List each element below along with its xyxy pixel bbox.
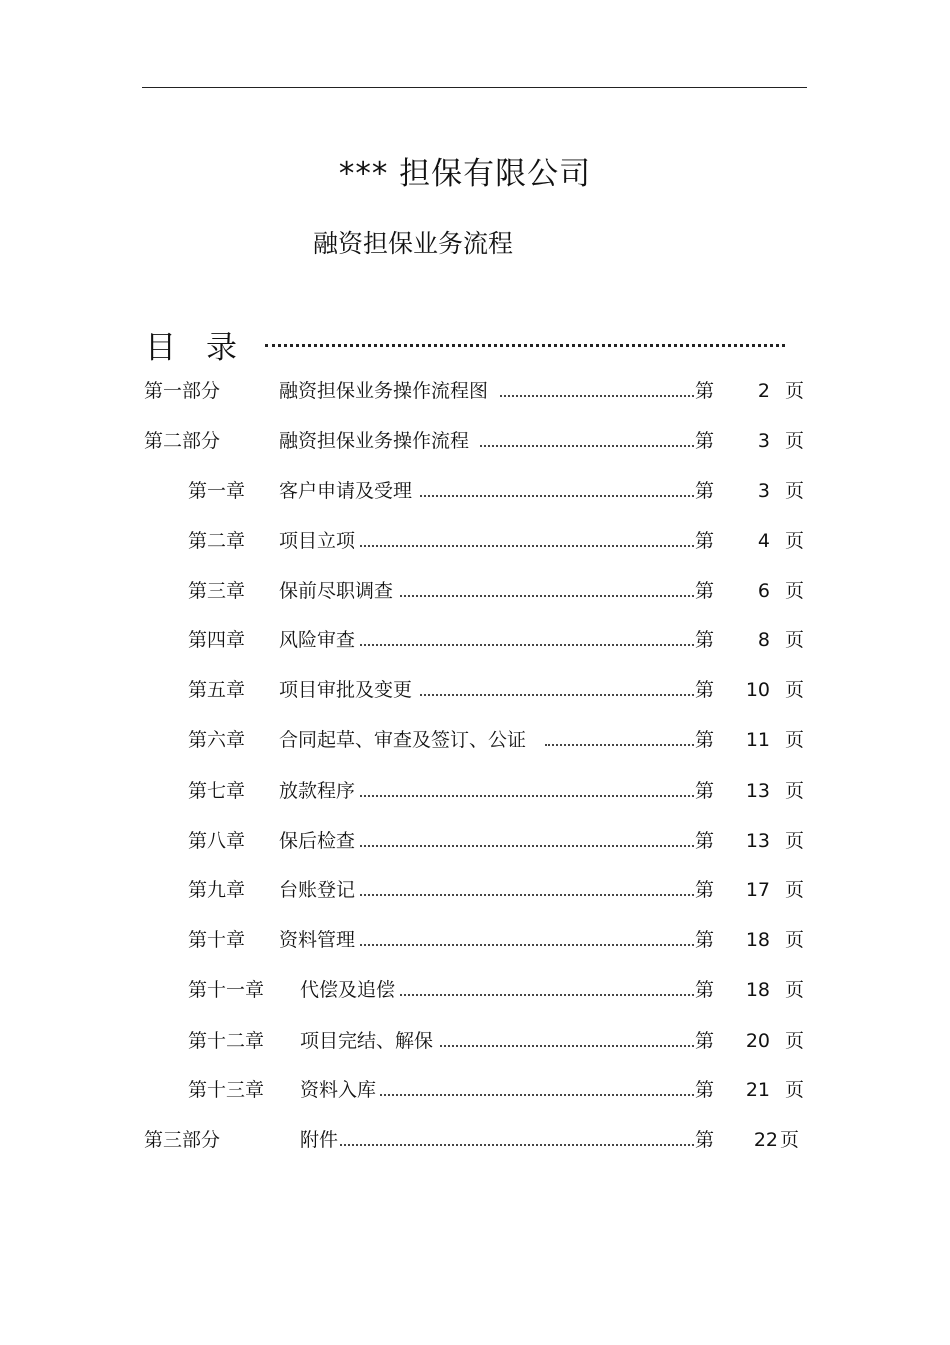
company-title: *** 担保有限公司 bbox=[338, 156, 592, 192]
toc-entry-page: 18 bbox=[745, 929, 770, 951]
toc-entry-di: 第 bbox=[695, 679, 715, 701]
toc-entry-title: 项目立项 bbox=[279, 526, 357, 556]
toc-entry[interactable] bbox=[0, 925, 950, 955]
toc-entry[interactable] bbox=[0, 975, 950, 1005]
toc-entry-label: 第七章 bbox=[188, 780, 246, 802]
toc-entry[interactable] bbox=[0, 1125, 950, 1155]
toc-entry-leader bbox=[360, 944, 694, 946]
toc-entry-ye: 页 bbox=[785, 629, 805, 651]
toc-entry-di: 第 bbox=[695, 1030, 715, 1052]
toc-entry-label: 第十三章 bbox=[188, 1079, 265, 1101]
toc-entry-di: 第 bbox=[695, 629, 715, 651]
toc-entry-di: 第 bbox=[695, 979, 715, 1001]
toc-entry-title: 资料入库 bbox=[300, 1075, 378, 1105]
toc-entry[interactable] bbox=[0, 526, 950, 556]
toc-entry[interactable] bbox=[0, 426, 950, 456]
toc-entry-label: 第九章 bbox=[188, 879, 246, 901]
toc-entry-ye: 页 bbox=[785, 1079, 805, 1101]
toc-entry[interactable] bbox=[0, 376, 950, 406]
toc-entry-leader bbox=[420, 495, 694, 497]
toc-entry-title: 项目完结、解保 bbox=[300, 1026, 435, 1056]
toc-entry-page: 3 bbox=[757, 480, 770, 502]
toc-entry-label: 第二部分 bbox=[144, 430, 221, 452]
toc-entry-label: 第一章 bbox=[188, 480, 246, 502]
toc-entry-title: 保后检查 bbox=[279, 826, 357, 856]
toc-entry[interactable] bbox=[0, 826, 950, 856]
toc-entry-ye: 页 bbox=[785, 430, 805, 452]
document-subtitle: 融资担保业务流程 bbox=[313, 229, 514, 258]
toc-entry-page: 13 bbox=[745, 780, 770, 802]
toc-entry-ye: 页 bbox=[785, 979, 805, 1001]
toc-entry-page: 3 bbox=[757, 430, 770, 452]
toc-entry-page: 17 bbox=[745, 879, 770, 901]
toc-entry-leader bbox=[420, 694, 694, 696]
toc-entry-title: 代偿及追偿 bbox=[300, 975, 397, 1005]
toc-entry-di: 第 bbox=[695, 430, 715, 452]
toc-entry-leader bbox=[340, 1144, 694, 1146]
toc-heading bbox=[145, 322, 785, 366]
toc-entry-label: 第六章 bbox=[188, 729, 246, 751]
toc-entry-di: 第 bbox=[695, 830, 715, 852]
toc-entry-di: 第 bbox=[695, 580, 715, 602]
toc-entry-leader bbox=[360, 894, 694, 896]
toc-entry-page: 22 bbox=[753, 1129, 778, 1151]
toc-entry-title: 融资担保业务操作流程 bbox=[279, 426, 471, 456]
toc-entry-di: 第 bbox=[695, 879, 715, 901]
toc-entry[interactable] bbox=[0, 625, 950, 655]
toc-entry-leader bbox=[545, 744, 694, 746]
toc-heading-text: 目录 bbox=[145, 330, 267, 366]
toc-entry-title: 附件 bbox=[300, 1125, 340, 1155]
toc-entry-page: 6 bbox=[757, 580, 770, 602]
toc-entry-label: 第一部分 bbox=[144, 380, 221, 402]
toc-entry-title: 风险审查 bbox=[279, 625, 357, 655]
toc-heading-leader bbox=[265, 344, 785, 347]
toc-entry-title: 放款程序 bbox=[279, 776, 357, 806]
toc-entry-ye: 页 bbox=[785, 530, 805, 552]
toc-entry-title: 客户申请及受理 bbox=[279, 476, 414, 506]
toc-entry-title: 合同起草、审查及签订、公证 bbox=[279, 725, 528, 755]
toc-entry[interactable] bbox=[0, 725, 950, 755]
toc-entry-ye: 页 bbox=[785, 480, 805, 502]
toc-entry[interactable] bbox=[0, 576, 950, 606]
header-rule bbox=[142, 87, 807, 88]
toc-entry-leader bbox=[480, 445, 694, 447]
toc-entry-di: 第 bbox=[695, 1129, 715, 1151]
toc-entry-label: 第十二章 bbox=[188, 1030, 265, 1052]
toc-entry-leader bbox=[360, 795, 694, 797]
toc-entry[interactable] bbox=[0, 1026, 950, 1056]
toc-entry-label: 第五章 bbox=[188, 679, 246, 701]
toc-entry-page: 18 bbox=[745, 979, 770, 1001]
toc-entry-page: 13 bbox=[745, 830, 770, 852]
toc-entry-title: 资料管理 bbox=[279, 925, 357, 955]
toc-entry-page: 8 bbox=[757, 629, 770, 651]
toc-entry-leader bbox=[360, 644, 694, 646]
toc-entry-leader bbox=[380, 1094, 694, 1096]
toc-entry-title: 保前尽职调查 bbox=[279, 576, 395, 606]
toc-entry-ye: 页 bbox=[785, 780, 805, 802]
toc-entry-leader bbox=[400, 994, 694, 996]
toc-entry-page: 10 bbox=[745, 679, 770, 701]
toc-entry-di: 第 bbox=[695, 530, 715, 552]
toc-entry[interactable] bbox=[0, 476, 950, 506]
toc-entry-ye: 页 bbox=[785, 580, 805, 602]
toc-entry-label: 第三章 bbox=[188, 580, 246, 602]
toc-entry-label: 第三部分 bbox=[144, 1129, 221, 1151]
toc-entry-title: 融资担保业务操作流程图 bbox=[279, 376, 490, 406]
toc-entry-page: 11 bbox=[745, 729, 770, 751]
toc-entry-leader bbox=[440, 1045, 694, 1047]
toc-entry-label: 第十一章 bbox=[188, 979, 265, 1001]
toc-entry-leader bbox=[360, 845, 694, 847]
toc-entry-di: 第 bbox=[695, 480, 715, 502]
toc-entry-ye: 页 bbox=[785, 679, 805, 701]
toc-entry-di: 第 bbox=[695, 1079, 715, 1101]
toc-entry-ye: 页 bbox=[780, 1129, 800, 1151]
toc-entry-label: 第四章 bbox=[188, 629, 246, 651]
toc-entry-page: 2 bbox=[757, 380, 770, 402]
toc-entry-title: 台账登记 bbox=[279, 875, 357, 905]
toc-entry-di: 第 bbox=[695, 380, 715, 402]
toc-entry-di: 第 bbox=[695, 729, 715, 751]
toc-entry-ye: 页 bbox=[785, 830, 805, 852]
toc-entry-label: 第十章 bbox=[188, 929, 246, 951]
toc-entry-label: 第八章 bbox=[188, 830, 246, 852]
toc-entry-page: 21 bbox=[745, 1079, 770, 1101]
toc-entry-di: 第 bbox=[695, 929, 715, 951]
toc-entry-page: 4 bbox=[757, 530, 770, 552]
toc-entry[interactable] bbox=[0, 1075, 950, 1105]
toc-entry-page: 20 bbox=[745, 1030, 770, 1052]
toc-entry[interactable] bbox=[0, 776, 950, 806]
toc-entry-ye: 页 bbox=[785, 929, 805, 951]
toc-entry-ye: 页 bbox=[785, 380, 805, 402]
toc-entry-ye: 页 bbox=[785, 729, 805, 751]
toc-entry-title: 项目审批及变更 bbox=[279, 675, 414, 705]
toc-entry[interactable] bbox=[0, 675, 950, 705]
toc-entry-leader bbox=[360, 545, 694, 547]
toc-entry-ye: 页 bbox=[785, 1030, 805, 1052]
toc-entry-leader bbox=[500, 395, 694, 397]
toc-entry-label: 第二章 bbox=[188, 530, 246, 552]
toc-entry-ye: 页 bbox=[785, 879, 805, 901]
toc-entry-di: 第 bbox=[695, 780, 715, 802]
toc-entry[interactable] bbox=[0, 875, 950, 905]
toc-entry-leader bbox=[400, 595, 694, 597]
